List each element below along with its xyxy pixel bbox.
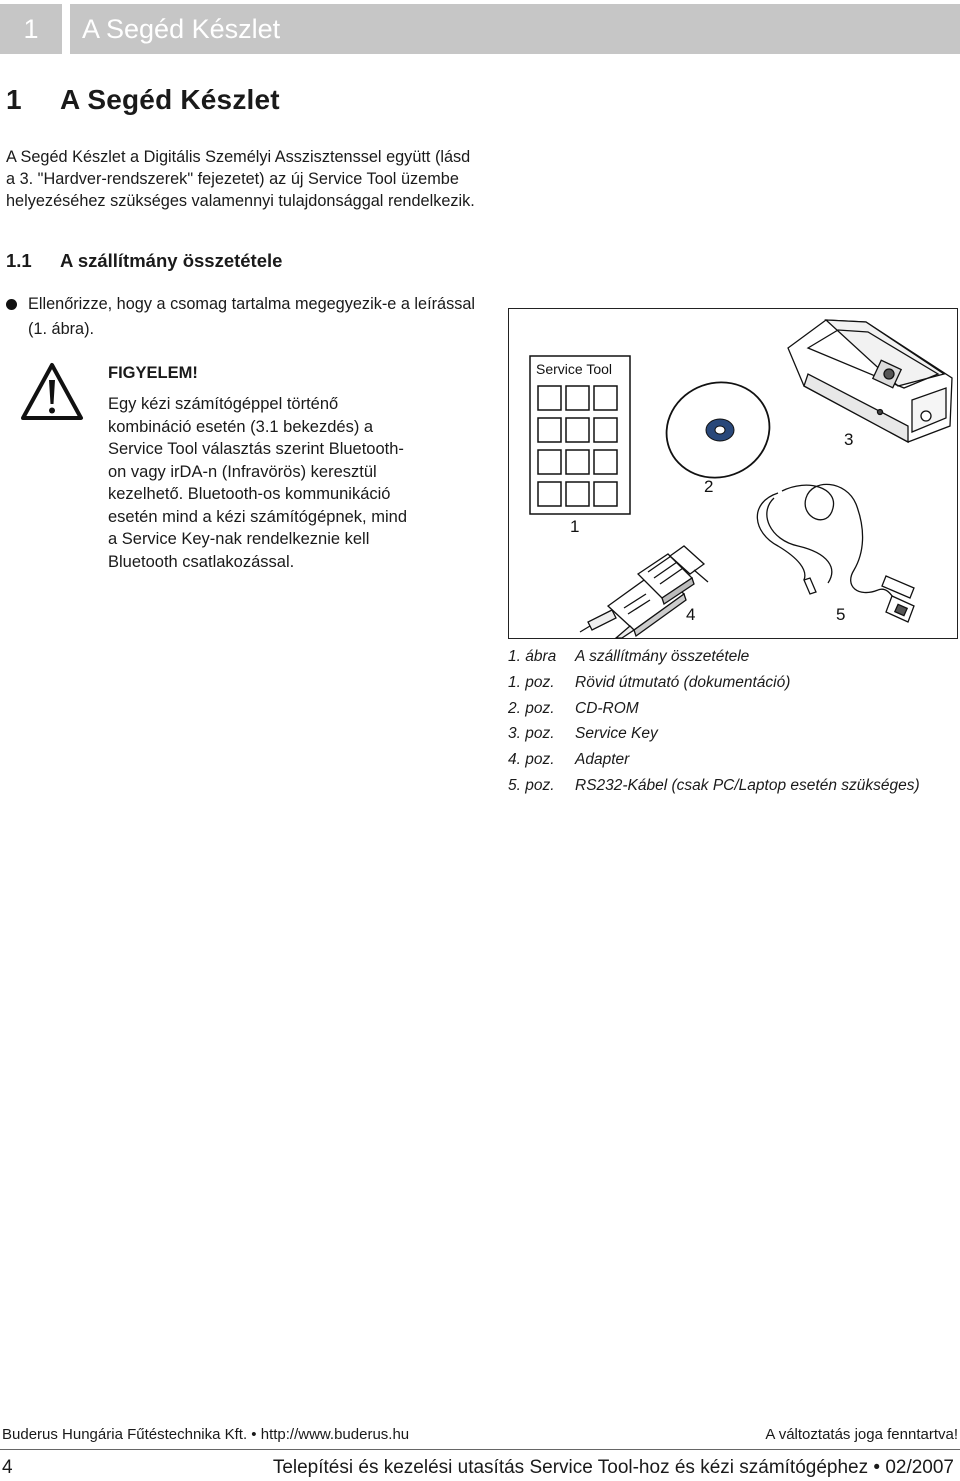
warning-line: a Service Key-nak rendelkeznie kell [108, 530, 370, 548]
footer-rights: A változtatás joga fenntartva! [765, 1426, 958, 1443]
warning-line: Egy kézi számítógéppel történő [108, 395, 339, 413]
footer-divider [0, 1449, 960, 1450]
warning-line: Service Tool választás szerint Bluetooth- [108, 440, 404, 458]
intro-paragraph: A Segéd Készlet a Digitális Személyi Asszisztenssel együtt (lásd a 3. "Hardver-rendszerek" fejezetet) az új Service Tool üzembe helyezéséhez szükséges valamennyi tulajdonsággal rendelkezik. [6, 148, 475, 210]
caption-row [508, 700, 920, 726]
header-chapter-title: A Segéd Készlet [70, 4, 960, 54]
figure-callout-4: 4 [686, 605, 696, 624]
bullet-text: Ellenőrizze, hogy a csomag tartalma megegyezik-e a leírással (1. ábra). [28, 295, 476, 338]
caption-key: 5. poz. [508, 776, 555, 794]
bullet-item [6, 292, 476, 342]
caption-key: 1. poz. [508, 673, 555, 691]
figure-callout-5: 5 [836, 605, 846, 624]
caption-row [508, 674, 920, 700]
caption-row [508, 725, 920, 751]
caption-value: CD-ROM [575, 699, 639, 717]
footer-doc-line [2, 1457, 954, 1479]
caption-value: Service Key [575, 725, 658, 743]
page-title-text: A Segéd Készlet [60, 84, 280, 115]
caption-row [508, 777, 920, 803]
booklet-label: Service Tool [536, 361, 613, 377]
delivery-contents-figure [508, 308, 958, 639]
warning-line: Bluetooth csatlakozással. [108, 552, 295, 571]
caption-row [508, 751, 920, 777]
warning-line: kombináció esetén (3.1 bekezdés) a [108, 417, 374, 436]
caption-key: 1. ábra [508, 648, 557, 665]
warning-text [108, 393, 458, 573]
footer-document-title: Telepítési és kezelési utasítás Service Tool-hoz és kézi számítógéphez • 02/2007 [272, 1457, 954, 1478]
warning-line: kezelhető. Bluetooth-os kommunikáció [108, 485, 391, 503]
warning-line: esetén mind a kézi számítógépnek, mind [108, 507, 407, 526]
warning-line: on vagy irDA-n (Infravörös) keresztül [108, 462, 377, 481]
section-heading [6, 250, 282, 272]
caption-value: A szállítmány összetétele [575, 648, 750, 665]
page-title [6, 84, 280, 116]
caption-key: 4. poz. [508, 751, 555, 769]
footer-company: Buderus Hungária Fűtéstechnika Kft. • http://www.buderus.hu [2, 1426, 410, 1443]
warning-title: FIGYELEM! [108, 364, 198, 382]
bullet-dot [6, 299, 17, 310]
warning-triangle-icon [20, 362, 84, 422]
caption-value: Adapter [575, 751, 630, 769]
section-title: A szállítmány összetétele [60, 250, 283, 271]
booklet-illustration [530, 356, 630, 514]
caption-value: Rövid útmutató (dokumentáció) [575, 673, 791, 691]
footer-page-number: 4 [2, 1457, 13, 1478]
figure-callout-2: 2 [704, 477, 714, 496]
figure-callout-3: 3 [844, 430, 854, 449]
header-chapter-number: 1 [0, 4, 62, 54]
caption-key: 3. poz. [508, 725, 555, 743]
figure-callout-1: 1 [570, 517, 580, 536]
section-number: 1.1 [6, 250, 32, 271]
caption-row [508, 648, 920, 674]
page-title-number: 1 [6, 84, 22, 115]
caption-value: RS232-Kábel (csak PC/Laptop esetén szükséges) [575, 776, 920, 794]
footer-company-line [2, 1426, 958, 1443]
caption-key: 2. poz. [508, 699, 555, 717]
figure-caption-table [508, 648, 920, 803]
